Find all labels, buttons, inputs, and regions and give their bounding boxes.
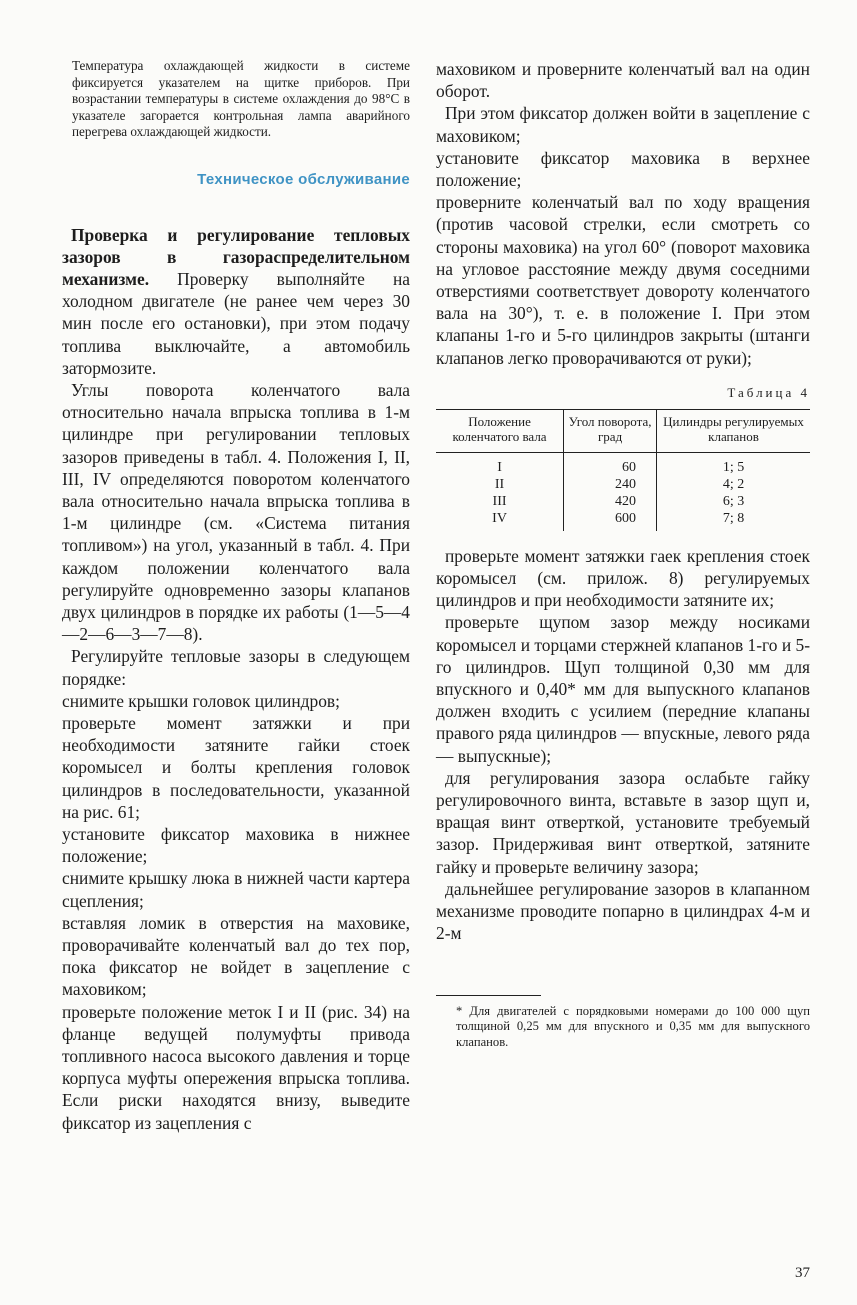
paragraph-angles: Углы поворота коленчатого вала относительно начала впрыска топлива в 1-м цилиндре при регулировании тепловых зазоров приведены в табл. 4. Положения I, II, III, IV определяются поворотом коленчатого вала относительно начала впрыска топлива в 1-м цилиндре (см. «Система питания топливом») на угол, указанный в табл. 4. При каждом положении коленчатого вала регулируйте одновременно зазоры клапанов двух цилиндров в порядке их работы (1—5—4—2—6—3—7—8).: [62, 379, 410, 645]
cell-angle: 60: [564, 452, 657, 476]
cell-cylinders: 1; 5: [657, 452, 810, 476]
table-row: [436, 476, 810, 493]
table-row: [436, 452, 810, 476]
footnote-divider: [436, 995, 541, 996]
step-remove-hatch: снимите крышку люка в нижней части картера сцепления;: [62, 868, 410, 911]
header-cylinders: Цилиндры регулируемых клапанов: [657, 409, 810, 452]
step-adjust-gap: для регулирования зазора ослабьте гайку регулировочного винта, вставьте в зазор щуп и, вращая винт отверткой, установите требуемый зазор. Придерживая винт отверткой, затяните гайку и проверьте величину зазора;: [436, 767, 810, 877]
cell-cylinders: 7; 8: [657, 510, 810, 531]
cell-cylinders: 4; 2: [657, 476, 810, 493]
cell-position: IV: [492, 510, 507, 526]
right-column: [436, 58, 810, 1050]
left-column: [62, 58, 410, 1134]
step-lock-lower: установите фиксатор маховика в нижнее положение;: [62, 823, 410, 867]
step-lock-upper: установите фиксатор маховика в верхнее положение;: [436, 147, 810, 191]
table-header-row: [436, 409, 810, 452]
paragraph-order: Регулируйте тепловые зазоры в следующем порядке:: [62, 646, 410, 689]
cell-angle: 240: [564, 476, 657, 493]
header-position: Положение коленчатого вала: [436, 409, 564, 452]
table-row: [436, 493, 810, 510]
step-check-torque: проверьте момент затяжки и при необходимости затяните гайки стоек коромысел и болты крепления головок цилиндров в последовательности, указанной на рис. 61;: [62, 712, 410, 822]
section-title: Техническое обслуживание: [197, 170, 410, 188]
cell-angle: 600: [564, 510, 657, 531]
table-row: [436, 510, 810, 531]
cell-angle: 420: [564, 493, 657, 510]
header-angle: Угол поворота, град: [564, 409, 657, 452]
coolant-note: Температура охлаждающей жидкости в системе фиксируется указателем на щитке приборов. При возрастании температуры в системе охлаждения до 98°С в указателе загорается контрольная лампа аварийного перегрева охлаждающей жидкости.: [72, 58, 410, 139]
valve-table: [436, 409, 810, 531]
step-rotate-60: проверните коленчатый вал по ходу вращения (против часовой стрелки, если смотреть со стороны маховика) на угол 60° (поворот маховика на угловое расстояние между двумя соседними отверстиями соответствует довороту коленчатого вала на 30°), т. е. в положение I. При этом клапаны 1-го и 5-го цилиндров закрыты (штанги клапанов легко проворачиваются от руки);: [436, 192, 810, 368]
cell-position: I: [497, 459, 502, 475]
heading-rest: Проверку выполняйте на холодном двигателе (не ранее чем через 30 мин после его остановки), при этом подачу топлива выключайте, а автомобиль затормозите.: [62, 268, 410, 378]
cell-position: III: [492, 493, 507, 509]
footnote: * Для двигателей с порядковыми номерами до 100 000 щуп толщиной 0,25 мм для впускного и 0,35 мм для выпускного клапанов.: [456, 1003, 810, 1049]
step-engage: При этом фиксатор должен войти в зацепление с маховиком;: [436, 103, 810, 146]
cell-position: II: [494, 476, 505, 492]
step-check-marks: проверьте положение меток I и II (рис. 34) на фланце ведущей полумуфты привода топливного насоса высокого давления и торце корпуса муфты опережения впрыска топлива. Если риски находятся внизу, выведите фиксатор из зацепления с: [62, 1001, 410, 1133]
step-turn-flywheel: вставляя ломик в отверстия на маховике, проворачивайте коленчатый вал до тех пор, пока фиксатор не войдет в зацепление с маховиком;: [62, 912, 410, 1000]
page-number: 37: [795, 1265, 810, 1281]
heading-bold: Проверка и регулирование тепловых зазоров в газораспределительном механизме.: [62, 224, 410, 289]
step-feeler-gauge: проверьте щупом зазор между носиками коромысел и торцами стержней клапанов 1-го и 5-го цилиндров. Щуп толщиной 0,30 мм для впускного и 0,40* мм для выпускного клапанов должен входить с усилием (передние клапаны правого ряда цилиндров — впускные, левого ряда — выпускные);: [436, 612, 810, 766]
step-check-stand-torque: проверьте момент затяжки гаек крепления стоек коромысел (см. прилож. 8) регулируемых цилиндров и при необходимости затяните их;: [436, 545, 810, 611]
step-remove-covers: снимите крышки головок цилиндров;: [62, 690, 340, 711]
table-caption: Таблица 4: [727, 384, 810, 400]
heading-paragraph: [62, 224, 410, 379]
step-further-adjust: дальнейшее регулирование зазоров в клапанном механизме проводите попарно в цилиндрах 4-м и 2-м: [436, 878, 810, 944]
cell-cylinders: 6; 3: [657, 493, 810, 510]
continuation-paragraph: маховиком и проверните коленчатый вал на один оборот.: [436, 59, 810, 102]
